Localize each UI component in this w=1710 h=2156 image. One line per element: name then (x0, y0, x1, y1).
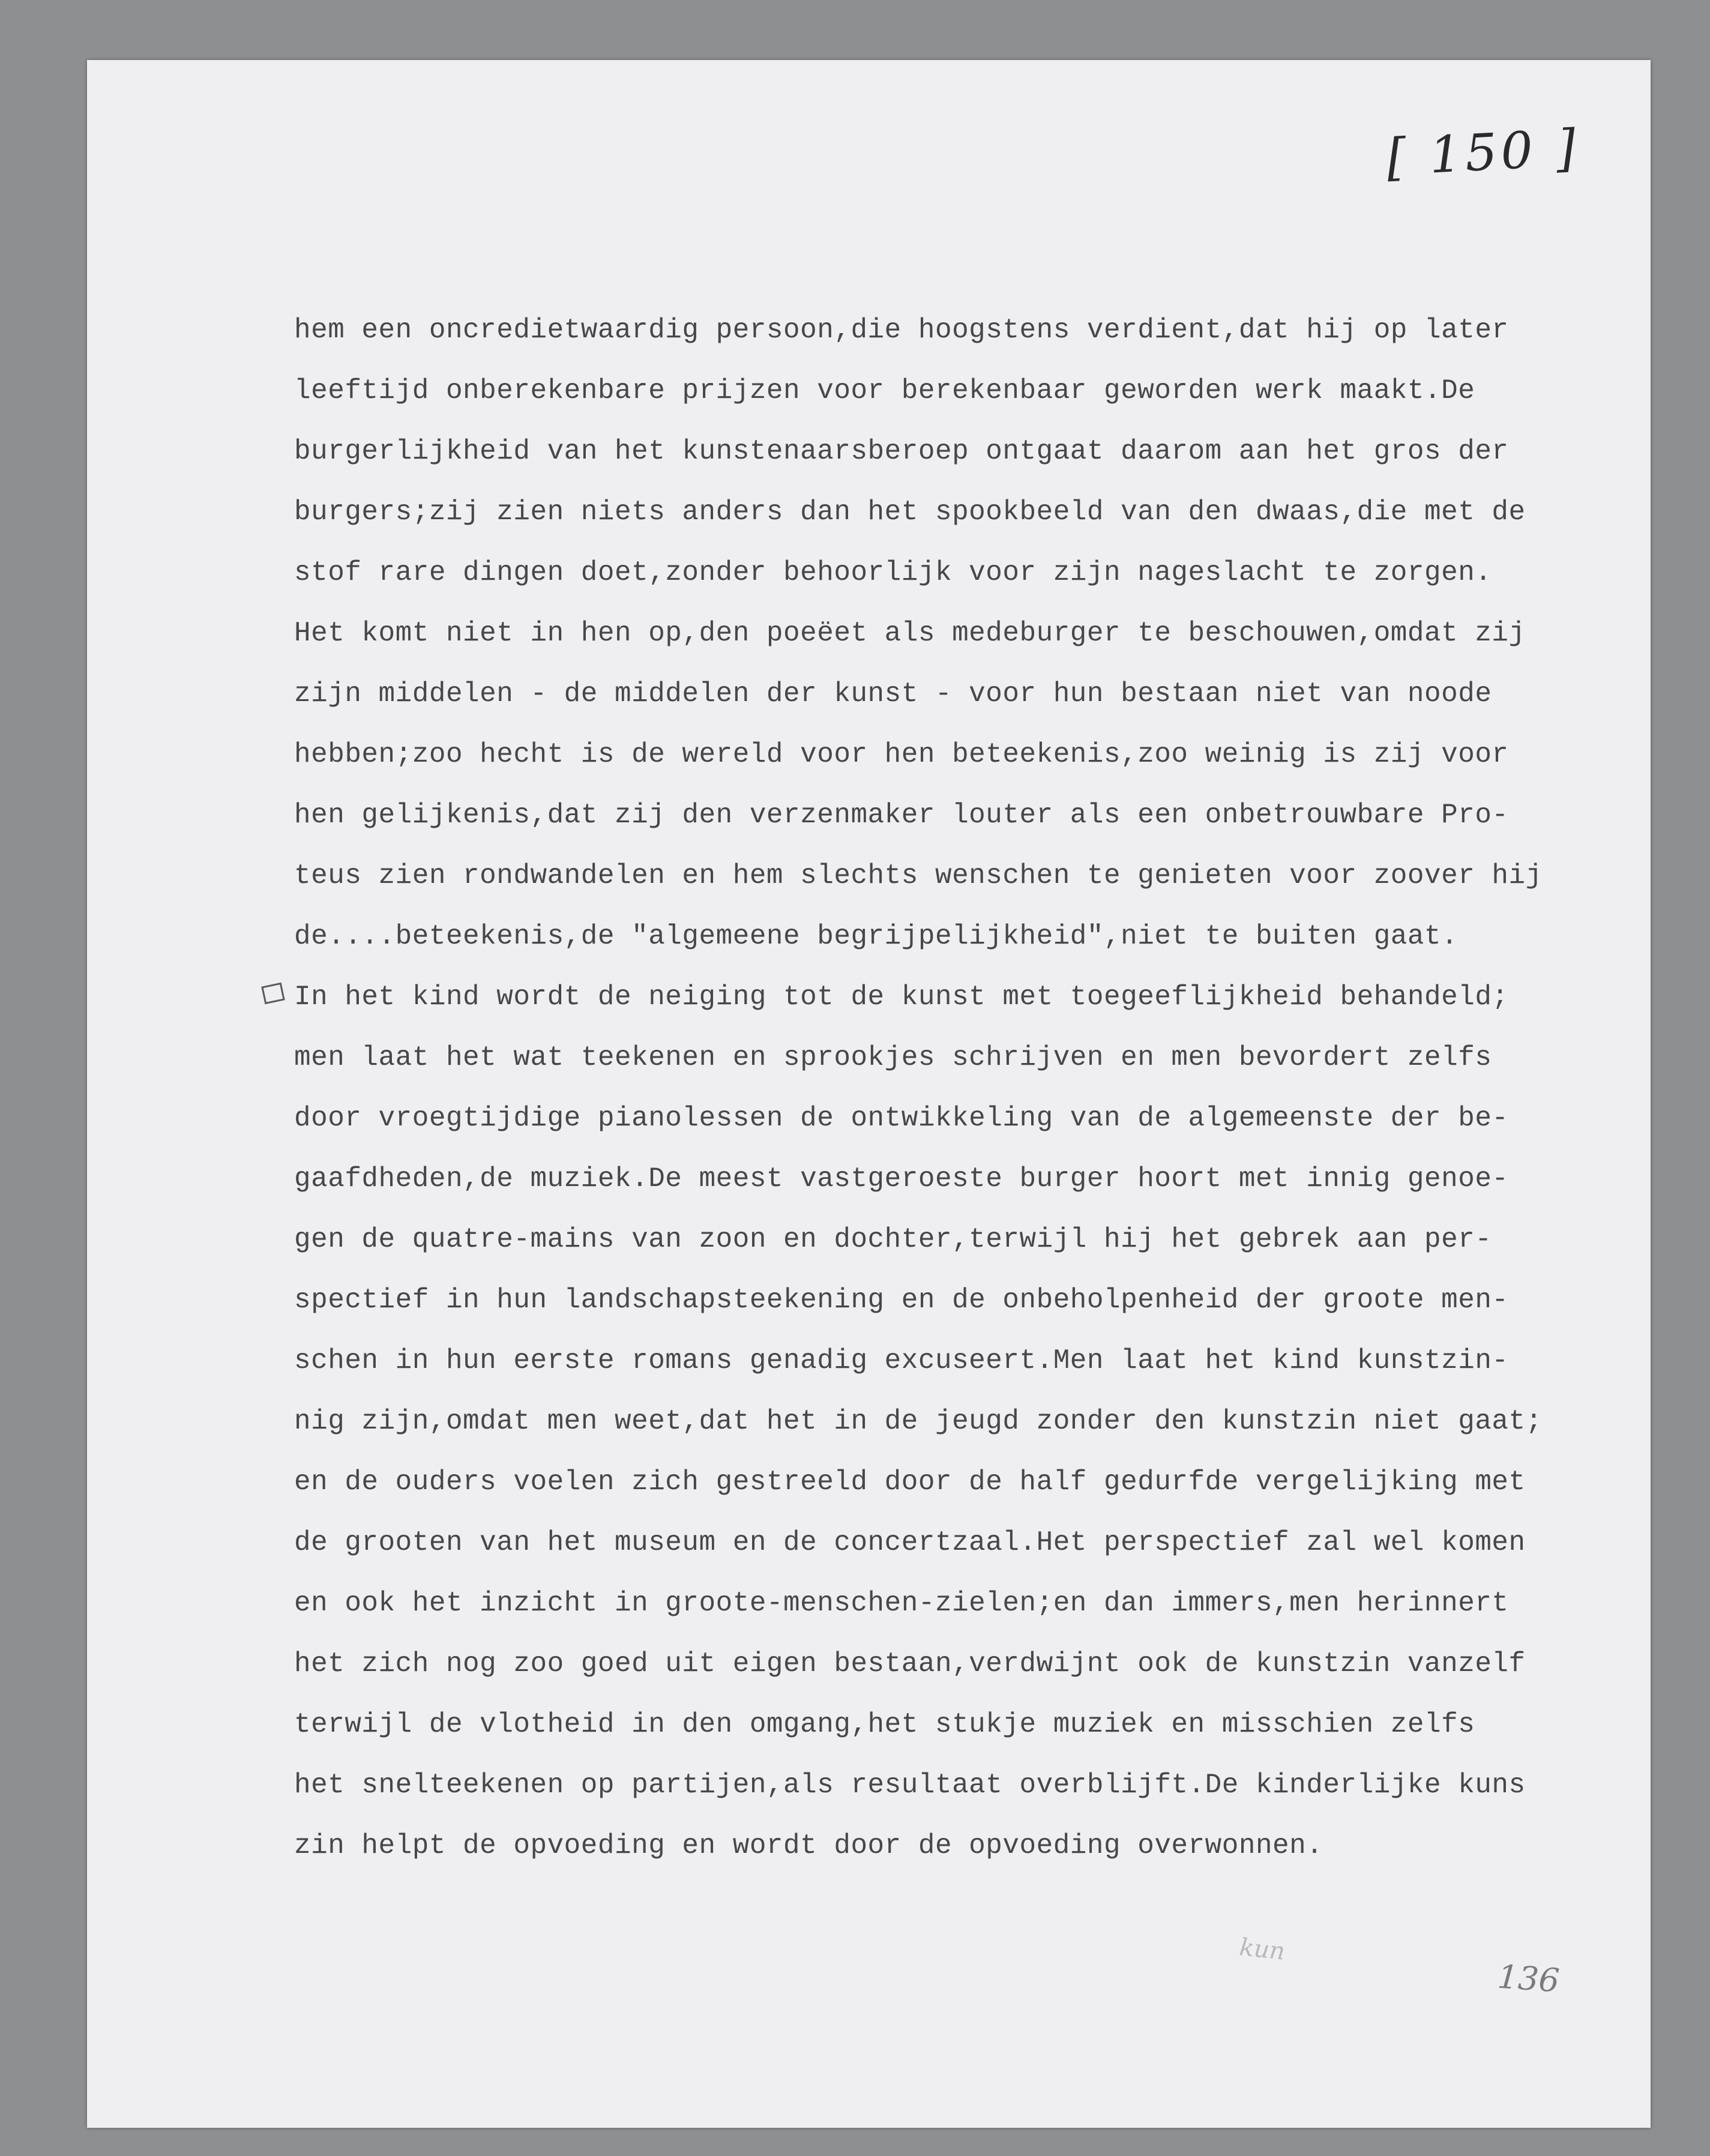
text-line: en de ouders voelen zich gestreeld door de half gedurfde vergelijking met (294, 1466, 1526, 1498)
text-line: In het kind wordt de neiging tot de kunst met toegeeflijkheid behandeld; (294, 981, 1509, 1013)
text-line: zijn middelen - de middelen der kunst - voor hun bestaan niet van noode (294, 678, 1492, 709)
text-line: en ook het inzicht in groote-menschen-zielen;en dan immers,men herinnert (294, 1588, 1509, 1619)
text-line: teus zien rondwandelen en hem slechts wenschen te genieten voor zoover hij (294, 860, 1543, 891)
text-line: hebben;zoo hecht is de wereld voor hen beteekenis,zoo weinig is zij voor (294, 739, 1509, 770)
text-line: het zich nog zoo goed uit eigen bestaan,verdwijnt ook de kunstzin vanzelf (294, 1648, 1526, 1679)
text-line: de....beteekenis,de "algemeene begrijpelijkheid",niet te buiten gaat. (294, 921, 1459, 952)
text-line: Het komt niet in hen op,den poeëet als medeburger te beschouwen,omdat zij (294, 618, 1526, 649)
text-line: gen de quatre-mains van zoon en dochter,terwijl hij het gebrek aan per- (294, 1224, 1492, 1255)
text-line: zin helpt de opvoeding en wordt door de opvoeding overwonnen. (294, 1830, 1323, 1861)
folio-mark: [ 150 ] (1385, 118, 1581, 187)
pencil-scribble: kun (1238, 1933, 1286, 1966)
page-number: 136 (1496, 1957, 1561, 2000)
text-line: stof rare dingen doet,zonder behoorlijk voor zijn nageslacht te zorgen. (294, 557, 1492, 588)
text-line: de grooten van het museum en de concertzaal.Het perspectief zal wel komen (294, 1527, 1526, 1558)
text-line: hen gelijkenis,dat zij den verzenmaker louter als een onbetrouwbare Pro- (294, 799, 1509, 831)
typed-text (294, 300, 1651, 1876)
text-line: hem een oncredietwaardig persoon,die hoogstens verdient,dat hij op later (294, 315, 1509, 346)
text-line: gaafdheden,de muziek.De meest vastgeroeste burger hoort met innig genoe- (294, 1163, 1509, 1194)
text-line: schen in hun eerste romans genadig excuseert.Men laat het kind kunstzin- (294, 1345, 1509, 1376)
text-line: burgers;zij zien niets anders dan het spookbeeld van den dwaas,die met de (294, 496, 1526, 528)
text-line: door vroegtijdige pianolessen de ontwikkeling van de algemeenste der be- (294, 1103, 1509, 1134)
text-line: het snelteekenen op partijen,als resultaat overblijft.De kinderlijke kuns (294, 1769, 1526, 1801)
text-line: spectief in hun landschapsteekening en de onbeholpenheid der groote men- (294, 1284, 1509, 1316)
text-line: terwijl de vlotheid in den omgang,het stukje muziek en misschien zelfs (294, 1709, 1475, 1740)
text-line: men laat het wat teekenen en sprookjes schrijven en men bevordert zelfs (294, 1042, 1492, 1073)
text-line: nig zijn,omdat men weet,dat het in de jeugd zonder den kunstzin niet gaat; (294, 1406, 1543, 1437)
text-line: burgerlijkheid van het kunstenaarsberoep ontgaat daarom aan het gros der (294, 436, 1509, 467)
text-line: leeftijd onberekenbare prijzen voor berekenbaar geworden werk maakt.De (294, 375, 1475, 406)
